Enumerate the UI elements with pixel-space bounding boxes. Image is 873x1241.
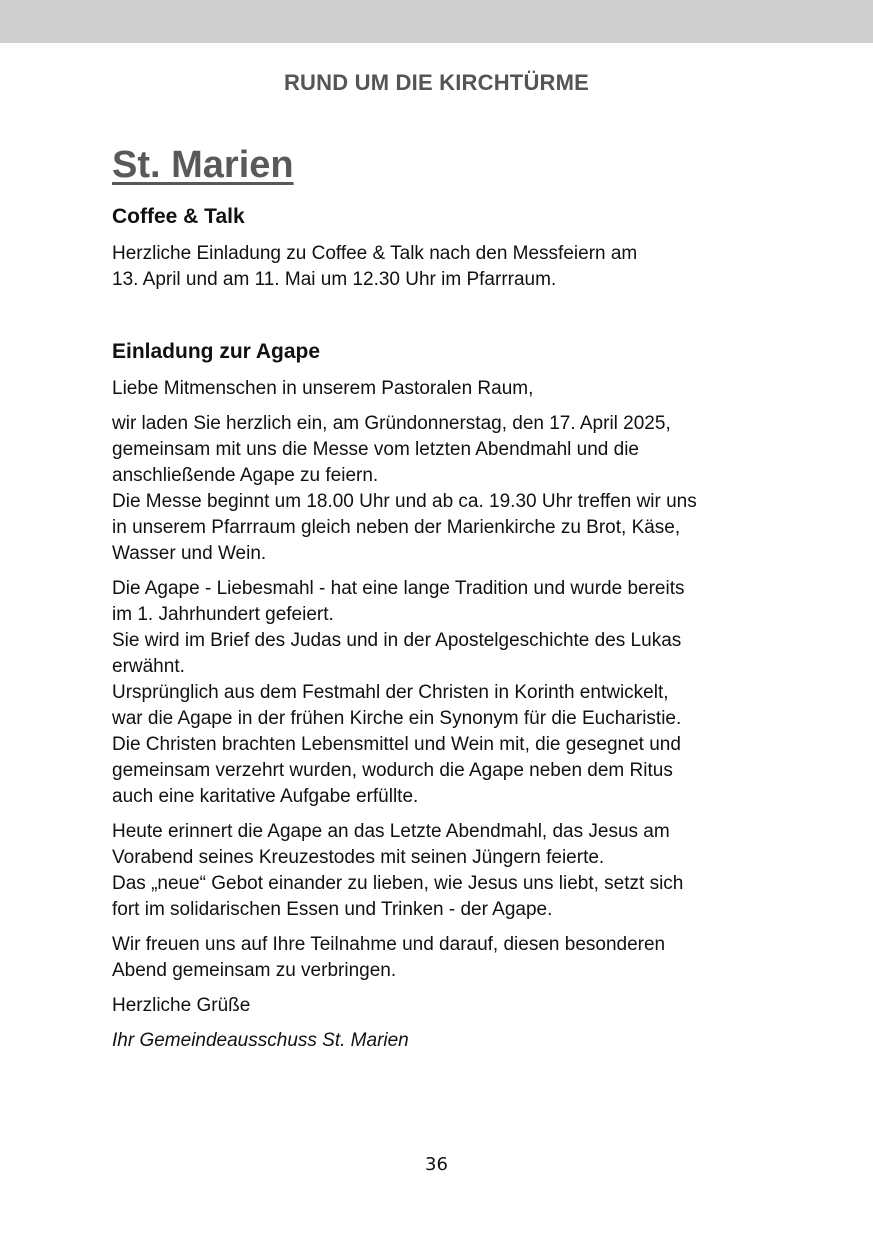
- agape-paragraph-history: [112, 576, 772, 810]
- text-line: auch eine karitative Aufgabe erfüllte.: [112, 786, 419, 807]
- text-line: im 1. Jahrhundert gefeiert.: [112, 604, 334, 625]
- text-line: Wasser und Wein.: [112, 543, 267, 564]
- text-line: Die Christen brachten Lebensmittel und Wein mit, die gesegnet und: [112, 734, 681, 755]
- text-line: erwähnt.: [112, 656, 185, 677]
- closing-greeting: Herzliche Grüße: [112, 995, 251, 1016]
- page-title: St. Marien: [112, 144, 294, 186]
- text-line: war die Agape in der frühen Kirche ein Synonym für die Eucharistie.: [112, 708, 682, 729]
- section-heading-agape: Einladung zur Agape: [112, 340, 321, 363]
- agape-paragraph-invitation: [112, 411, 772, 567]
- top-gray-bar: [0, 0, 873, 43]
- coffee-talk-paragraph: [112, 241, 772, 293]
- text-line: Abend gemeinsam zu verbringen.: [112, 960, 397, 981]
- article-body: [112, 140, 772, 1054]
- text-line: Das „neue“ Gebot einander zu lieben, wie Jesus uns liebt, setzt sich: [112, 873, 684, 894]
- text-line: gemeinsam verzehrt wurden, wodurch die Agape neben dem Ritus: [112, 760, 673, 781]
- text-line: 13. April und am 11. Mai um 12.30 Uhr im Pfarrraum.: [112, 269, 557, 290]
- text-line: in unserem Pfarrraum gleich neben der Marienkirche zu Brot, Käse,: [112, 517, 681, 538]
- text-line: Wir freuen uns auf Ihre Teilnahme und darauf, diesen besonderen: [112, 934, 666, 955]
- text-line: anschließende Agape zu feiern.: [112, 465, 379, 486]
- text-line: Die Agape - Liebesmahl - hat eine lange Tradition und wurde bereits: [112, 578, 685, 599]
- text-line: Vorabend seines Kreuzestodes mit seinen Jüngern feierte.: [112, 847, 605, 868]
- agape-paragraph-today: [112, 819, 772, 923]
- running-header: RUND UM DIE KIRCHTÜRME: [283, 70, 590, 95]
- text-line: fort im solidarischen Essen und Trinken - der Agape.: [112, 899, 553, 920]
- section-heading-coffee-talk: Coffee & Talk: [112, 205, 245, 228]
- page-number: 36: [425, 1154, 448, 1175]
- signature: Ihr Gemeindeausschuss St. Marien: [112, 1030, 409, 1051]
- text-line: Sie wird im Brief des Judas und in der Apostelgeschichte des Lukas: [112, 630, 682, 651]
- text-line: wir laden Sie herzlich ein, am Gründonnerstag, den 17. April 2025,: [112, 413, 671, 434]
- agape-paragraph-closing: [112, 932, 772, 984]
- text-line: Heute erinnert die Agape an das Letzte Abendmahl, das Jesus am: [112, 821, 670, 842]
- text-line: Herzliche Einladung zu Coffee & Talk nach den Messfeiern am: [112, 243, 638, 264]
- agape-greeting: Liebe Mitmenschen in unserem Pastoralen Raum,: [112, 378, 534, 399]
- text-line: Die Messe beginnt um 18.00 Uhr und ab ca. 19.30 Uhr treffen wir uns: [112, 491, 697, 512]
- text-line: Ursprünglich aus dem Festmahl der Christen in Korinth entwickelt,: [112, 682, 669, 703]
- text-line: gemeinsam mit uns die Messe vom letzten Abendmahl und die: [112, 439, 639, 460]
